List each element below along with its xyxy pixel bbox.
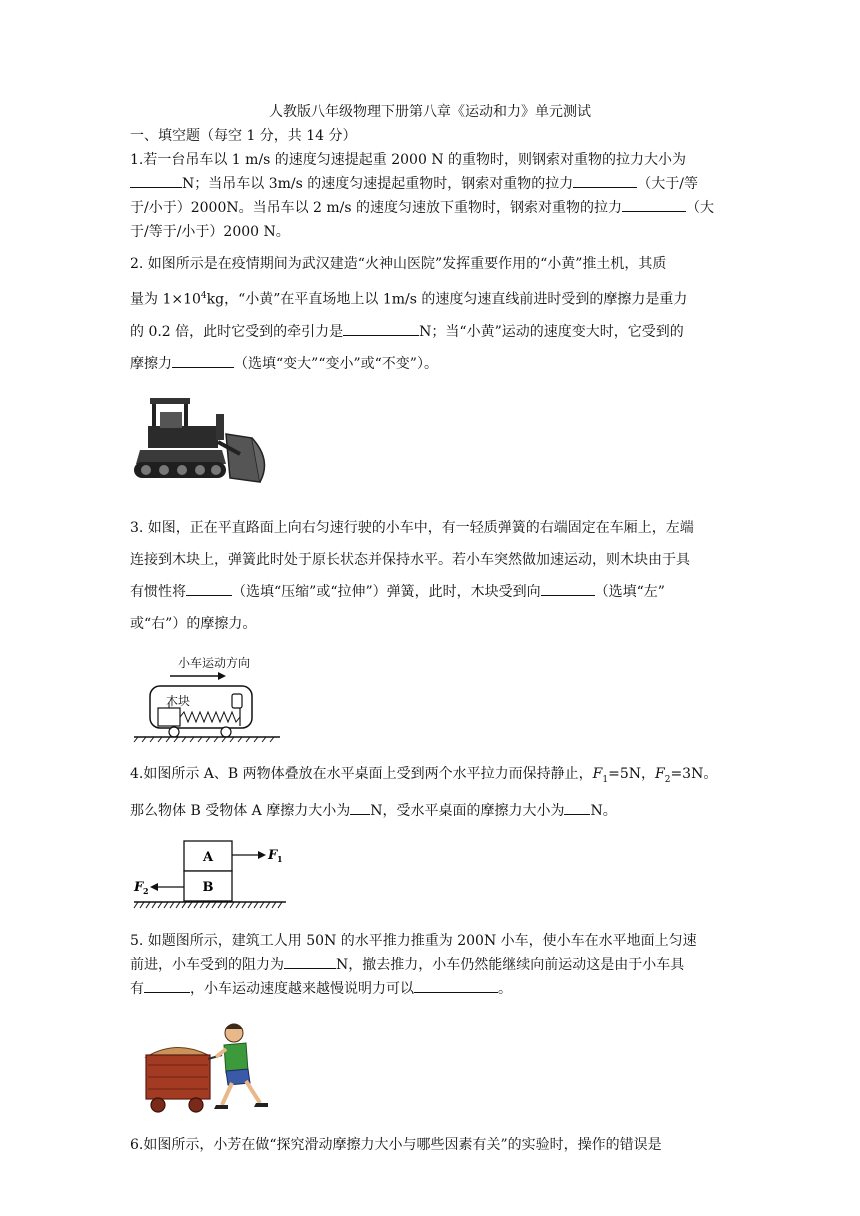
- bulldozer-icon: [130, 394, 280, 494]
- q4-line-2-mid: N，受水平桌面的摩擦力大小为: [370, 803, 565, 820]
- q5-line-3: 有: [130, 981, 144, 998]
- q5-line-1: 5. 如题图所示，建筑工人用 50N 的水平推力推重为 200N 小车，使小车在水平地面上匀速: [130, 933, 697, 950]
- q5-line-2: 前进，小车受到的阻力为: [130, 957, 284, 974]
- q2-line-4-end: （选填“变大”“变小”或“不变”）。: [234, 355, 438, 372]
- question-6: [130, 1133, 730, 1157]
- question-1: [130, 148, 730, 244]
- worker-pushing-cart-icon: [136, 1019, 286, 1119]
- q1-line-4: 于/等于/小于）2000 N。: [130, 224, 290, 240]
- q5-blank-2[interactable]: [144, 978, 190, 993]
- q5-line-3-end: 。: [498, 981, 512, 998]
- q6-line-1: 6.如图所示，小芳在做“探究滑动摩擦力大小与哪些因素有关”的实验时，操作的错误是: [130, 1137, 662, 1154]
- q4-blank-1[interactable]: [350, 800, 370, 815]
- worker-cart-figure: [136, 1019, 286, 1119]
- q4-f1-sub: 1: [602, 774, 609, 785]
- q1-blank-3[interactable]: [622, 197, 686, 212]
- q4-blank-2[interactable]: [564, 800, 590, 815]
- q5-line-2-end: N，撤去推力，小车仍然能继续向前运动这是由于小车具: [336, 957, 685, 974]
- q4-f2-value: =3N。: [670, 765, 718, 782]
- q2-line-1: 2. 如图所示是在疫情期间为武汉建造“火神山医院”发挥重要作用的“小黄”推土机，其质: [130, 256, 667, 272]
- q1-line-2: N；当吊车以 3m/s 的速度匀速提起重物时，钢索对重物的拉力: [182, 176, 574, 192]
- question-4: [130, 758, 730, 828]
- page-title: 人教版八年级物理下册第八章《运动和力》单元测试: [269, 104, 591, 120]
- q4-f2-sub: 2: [664, 774, 671, 785]
- q3-blank-2[interactable]: [541, 581, 595, 596]
- blocks-figure: [130, 837, 290, 917]
- q1-line-1: 1.若一台吊车以 1 m/s 的速度匀速提起重 2000 N 的重物时，则钢索对重物的拉力大小为: [130, 152, 687, 168]
- q3-line-3: 有惯性将: [130, 583, 186, 600]
- q4-line-2-end: N。: [590, 803, 617, 820]
- f1-label: F: [268, 848, 278, 864]
- blocks-diagram: [130, 837, 290, 917]
- q4-f1: F: [592, 765, 603, 782]
- q3-line-4: 或“右”）的摩擦力。: [130, 615, 257, 632]
- q5-blank-1[interactable]: [284, 954, 336, 969]
- block-a-label: A: [202, 850, 214, 866]
- worksheet-page: [130, 100, 730, 1157]
- cart-figure: [130, 654, 290, 744]
- q2-blank-2[interactable]: [172, 353, 234, 368]
- question-2: [130, 248, 730, 380]
- q4-line-1: 4.如图所示 A、B 两物体叠放在水平桌面上受到两个水平拉力而保持静止，: [130, 765, 593, 782]
- q3-blank-1[interactable]: [186, 581, 232, 596]
- q3-line-2: 连接到木块上，弹簧此时处于原长状态并保持水平。若小车突然做加速运动，则木块由于具: [130, 551, 690, 568]
- block-b-label: B: [202, 880, 214, 896]
- q1-blank-2[interactable]: [573, 173, 637, 188]
- f1-arrow-icon: [258, 851, 266, 859]
- arrow-right-icon: [218, 672, 226, 680]
- q4-f2: F: [655, 765, 665, 782]
- section-heading: 一、填空题（每空 1 分，共 14 分）: [130, 128, 357, 144]
- q2-line-2: 量为 1×10: [130, 291, 201, 308]
- q5-blank-3[interactable]: [414, 978, 498, 993]
- cart-direction-label: 小车运动方向: [178, 655, 251, 670]
- q5-line-3-mid: ，小车运动速度越来越慢说明力可以: [190, 981, 414, 998]
- q2-line-3-end: N；当“小黄”运动的速度变大时，它受到的: [419, 323, 684, 340]
- q1-line-3-end: （大: [686, 200, 715, 216]
- q2-exponent: 4: [200, 291, 207, 301]
- q1-line-2-end: （大于/等: [637, 176, 698, 192]
- f2-arrow-icon: [150, 883, 158, 891]
- question-5: [130, 929, 730, 1001]
- bulldozer-figure: [130, 394, 280, 494]
- q3-line-3-end: （选填“左”: [594, 583, 665, 600]
- block-label: 木块: [166, 693, 191, 708]
- q2-line-2-end: kg，“小黄”在平直场地上以 1m/s 的速度匀速直线前进时受到的摩擦力是重力: [206, 291, 688, 308]
- q4-f1-value: =5N，: [608, 765, 655, 782]
- q2-blank-1[interactable]: [343, 321, 419, 336]
- f2-label: F: [134, 880, 144, 896]
- q4-line-2: 那么物体 B 受物体 A 摩擦力大小为: [130, 803, 351, 820]
- q3-line-1: 3. 如图，正在平直路面上向右匀速行驶的小车中，有一轻质弹簧的右端固定在车厢上，左端: [130, 519, 694, 536]
- q2-line-4: 摩擦力: [130, 355, 172, 372]
- question-3: [130, 512, 730, 640]
- f1-label-sub: 1: [277, 854, 283, 865]
- q2-line-3: 的 0.2 倍，此时它受到的牵引力是: [130, 323, 344, 340]
- q1-line-3: 于/小于）2000N。当吊车以 2 m/s 的速度匀速放下重物时，钢索对重物的拉力: [130, 200, 623, 216]
- f2-label-sub: 2: [143, 886, 149, 897]
- cart-diagram: [130, 654, 290, 744]
- q1-blank-1[interactable]: [130, 173, 182, 188]
- q3-line-3-mid: （选填“压缩”或“拉伸”）弹簧，此时，木块受到向: [232, 583, 541, 600]
